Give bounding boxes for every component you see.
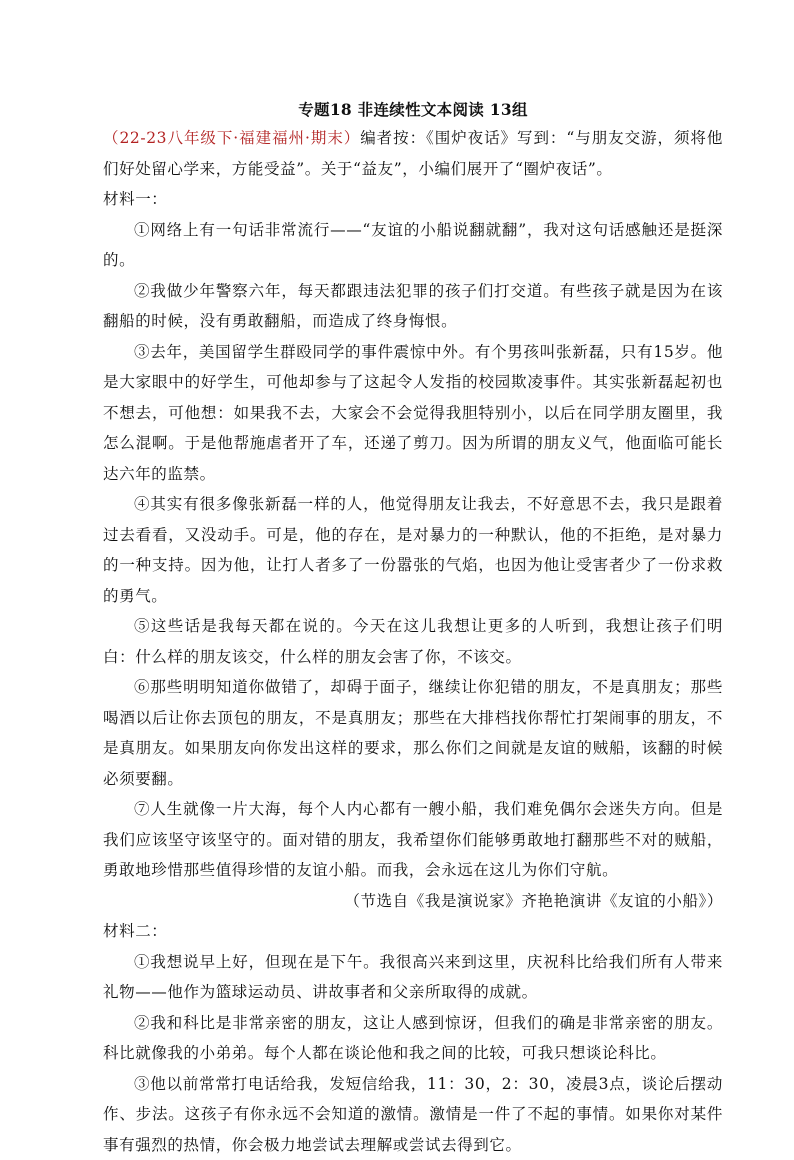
material-1-paragraph: ⑥那些明明知道你做错了，却碍于面子，继续让你犯错的朋友，不是真朋友；那些喝酒以后让你去顶包的朋友，不是真朋友；那些在大排档找你帮忙打架闹事的朋友，不是真朋友。如果朋友向你发出这样的要求，那么你们之间就是友谊的贼船，该翻的时候必须要翻。 [103, 672, 723, 794]
material-2-paragraph: ①我想说早上好，但现在是下午。我很高兴来到这里，庆祝科比给我们所有人带来礼物——他作为篮球运动员、讲故事者和父亲所取得的成就。 [103, 947, 723, 1008]
material-1-paragraph: ⑦人生就像一片大海，每个人内心都有一艘小船，我们难免偶尔会迷失方向。但是我们应该坚守该坚守的。面对错的朋友，我希望你们能够勇敢地打翻那些不对的贼船，勇敢地珍惜那些值得珍惜的友谊小船。而我，会永远在这儿为你们守航。 [103, 794, 723, 886]
material-2-heading: 材料二： [103, 916, 723, 947]
material-1-paragraph: ①网络上有一句话非常流行——“友谊的小船说翻就翻”，我对这句话感触还是挺深的。 [103, 215, 723, 276]
material-1-heading: 材料一： [103, 184, 723, 215]
material-1-paragraph: ④其实有很多像张新磊一样的人，他觉得朋友让我去，不好意思不去，我只是跟着过去看看，又没动手。可是，他的存在，是对暴力的一种默认，他的不拒绝，是对暴力的一种支持。因为他，让打人者多了一份嚣张的气焰，也因为他让受害者少了一份求救的勇气。 [103, 489, 723, 611]
material-2-paragraph: ②我和科比是非常亲密的朋友，这让人感到惊讶，但我们的确是非常亲密的朋友。科比就像我的小弟弟。每个人都在谈论他和我之间的比较，可我只想谈论科比。 [103, 1008, 723, 1069]
question-source: （22-23八年级下·福建福州·期末） [103, 129, 360, 147]
material-1-citation: （节选自《我是演说家》齐艳艳演讲《友谊的小船》） [103, 886, 723, 917]
material-1-paragraph: ⑤这些话是我每天都在说的。今天在这儿我想让更多的人听到，我想让孩子们明白：什么样的朋友该交，什么样的朋友会害了你，不该交。 [103, 611, 723, 672]
document-page [103, 99, 723, 1160]
material-1-paragraph: ③去年，美国留学生群殴同学的事件震惊中外。有个男孩叫张新磊，只有15岁。他是大家眼中的好学生，可他却参与了这起令人发指的校园欺凌事件。其实张新磊起初也不想去，可他想：如果我不去，大家会不会觉得我胆特别小，以后在同学朋友圈里，我怎么混啊。于是他帮施虐者开了车，还递了剪刀。因为所谓的朋友义气，他面临可能长达六年的监禁。 [103, 337, 723, 490]
intro-text: 编者按：《围炉夜话》写到：“与朋友交游，须将他们好处留心学来，方能受益”。关于“益友”，小编们展开了“圈炉夜话”。 [103, 129, 723, 178]
intro-paragraph [103, 123, 723, 184]
material-2-paragraph: ③他以前常常打电话给我，发短信给我，11：30，2：30，凌晨3点，谈论后摆动作、步法。这孩子有你永远不会知道的激情。激情是一件了不起的事情。如果你对某件事有强烈的热情，你会极力地尝试去理解或尝试去得到它。 [103, 1069, 723, 1160]
material-1-paragraph: ②我做少年警察六年，每天都跟违法犯罪的孩子们打交道。有些孩子就是因为在该翻船的时候，没有勇敢翻船，而造成了终身悔恨。 [103, 276, 723, 337]
page-title: 专题18 非连续性文本阅读 13组 [103, 99, 723, 121]
